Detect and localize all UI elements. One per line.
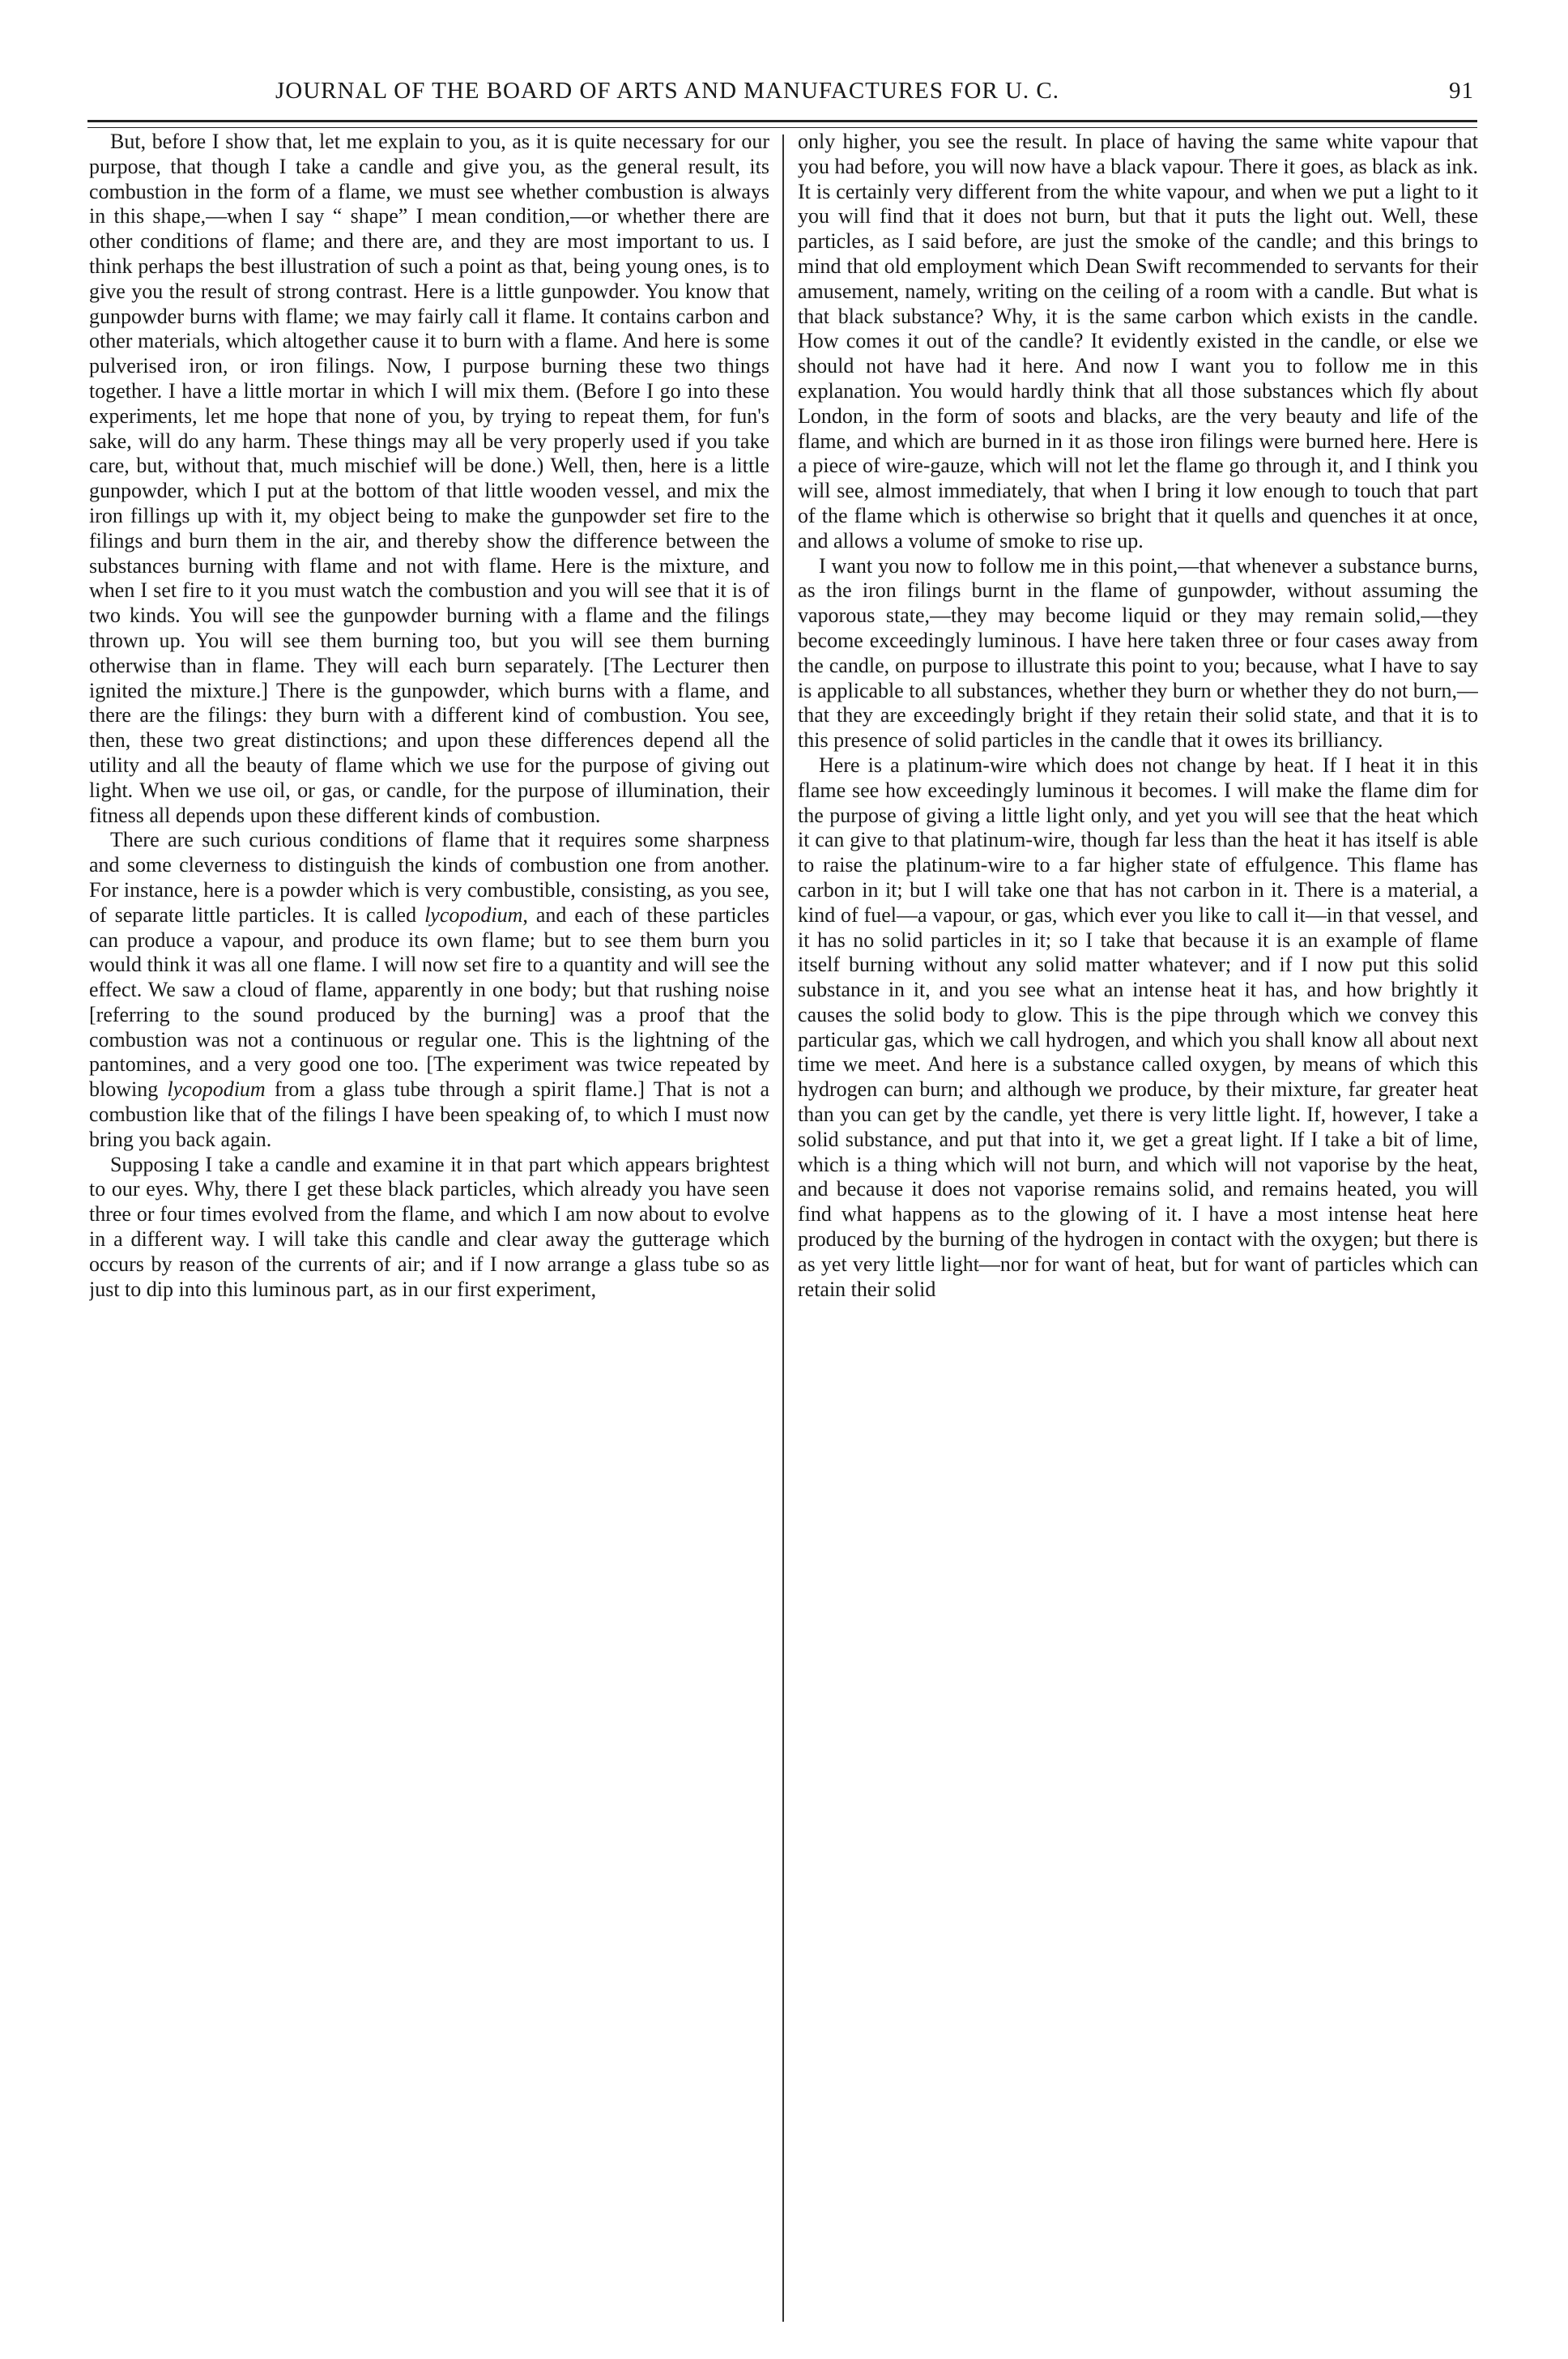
page-number: 91	[1449, 78, 1474, 104]
right-column	[798, 130, 1478, 2333]
header-rule-thin	[87, 127, 1477, 128]
italic-term: lycopodium	[167, 1077, 266, 1102]
header-rule-thick	[87, 120, 1477, 122]
paragraph-solid-particles: I want you now to follow me in this point,—that whenever a substance burns, as the iron filings burnt in the flame of gunpowder, without assuming the vaporous state,—they may become liquid or they may remain solid,—they become exceedingly luminous. I have here taken three or four cases away from the candle, on purpose to illustrate this point to you; because, what I have to say is applicable to all substances, whether they burn or whether they do not burn,—that they are exceedingly bright if they retain their solid state, and that it is to this presence of solid particles in the candle that it owes its brilliancy.	[798, 553, 1478, 753]
paragraph-combustion-conditions: But, before I show that, let me explain to you, as it is quite necessary for our purpose, that though I take a candle and give you, as the general result, its combustion in the form of a flame, we must see whether combustion is always in this shape,—when I say “ shape” I mean condition,—or whether there are other conditions of flame; and there are, and they are most important to us. I think perhaps the best illustration of such a point as that, being young ones, is to give you the result of strong contrast. Here is a little gunpowder. You know that gunpowder burns with flame; we may fairly call it flame. It contains carbon and other materials, which altogether cause it to burn with a flame. And here is some pulverised iron, or iron filings. Now, I purpose burning these two things together. I have a little mortar in which I will mix them. (Before I go into these experiments, let me hope that none of you, by trying to repeat them, for fun's sake, will do any harm. These things may all be very properly used if you take care, but, without that, much mischief will be done.) Well, then, here is a little gunpowder, which I put at the bottom of that little wooden vessel, and mix the iron fillings up with it, my object being to make the gunpowder set fire to the filings and burn them in the air, and thereby show the difference between the substances burning with flame and not with flame. Here is the mixture, and when I set fire to it you must watch the combustion and you will see that it is of two kinds. You will see the gunpowder burning with a flame and the filings thrown up. You will see them burning too, but you will see them burning otherwise than in flame. They will each burn separately. [The Lecturer then ignited the mixture.] There is the gunpowder, which burns with a flame, and there are the filings: they burn with a different kind of combustion. You see, then, these two great distinctions; and upon these differences depend all the utility and all the beauty of flame which we use for the purpose of giving out light. When we use oil, or gas, or candle, for the purpose of illumination, their fitness all depends upon these different kinds of combustion.	[89, 130, 769, 827]
paragraph-platinum-wire: Here is a platinum-wire which does not change by heat. If I heat it in this flame see how exceedingly luminous it becomes. I will make the flame dim for the purpose of giving a little light only, and yet you will see that the heat which it can give to that platinum-wire, though far less than the heat it has itself is able to raise the platinum-wire to a far higher state of effulgence. This flame has carbon in it; but I will take one that has not carbon in it. There is a material, a kind of fuel—a vapour, or gas, which ever you like to call it—in that vessel, and it has no solid particles in it; so I take that because it is an example of flame itself burning without any solid matter whatever; and if I now put this solid substance in it, and you see what an intense heat it has, and how brightly it causes the solid body to glow. This is the pipe through which we convey this particular gas, which we call hydrogen, and which you shall know all about next time we meet. And here is a substance called oxygen, by means of which this hydrogen can burn; and although we produce, by their mixture, far greater heat than you can get by the candle, yet there is very little light. If, however, I take a solid substance, and put that into it, we get a great light. If I take a bit of lime, which is a thing which will not burn, and which will not vaporise by the heat, and because it does not vaporise remains solid, and remains heated, you will find what happens as to the glowing of it. I have a most intense heat here produced by the burning of the hydrogen in contact with the oxygen; but there is as yet very little light—nor for want of heat, but for want of particles which can retain their solid	[798, 753, 1478, 1301]
text-run: There are such curious conditions of flame that it requires some sharpness and some cleverness to distinguish the kinds of combustion one from another. For instance, here is a powder which is very combustible, consisting, as you see, of separate little particles. It is called	[89, 828, 769, 927]
left-column	[89, 130, 769, 2333]
running-header	[138, 78, 1474, 110]
text-run: , and each of these particles can produce a vapour, and produce its own flame; but to see them burn you would think it was all one flame. I will now set fire to a quantity and will see the effect. We saw a cloud of flame, apparently in one body; but that rushing noise [referring to the sound produced by the burning] was a proof that the combustion was not a continuous or regular one. This is the lightning of the pantomines, and a very good one too. [The experiment was twice repeated by blowing	[89, 902, 769, 1102]
journal-title: JOURNAL OF THE BOARD OF ARTS AND MANUFACTURES FOR U. C.	[275, 78, 1059, 104]
paragraph-lycopodium	[89, 828, 769, 1152]
italic-term: lycopodium	[424, 902, 523, 927]
column-divider	[782, 134, 784, 2322]
text-run: from a glass tube through a spirit flame.] That is not a combustion like that of the filings I have been speaking of, to which I must now bring you back again.	[89, 1077, 769, 1151]
paragraph-black-vapour: only higher, you see the result. In place of having the same white vapour that you had before, you will now have a black vapour. There it goes, as black as ink. It is certainly very different from the white vapour, and when we put a light to it you will find that it does not burn, but that it puts the light out. Well, these particles, as I said before, are just the smoke of the candle; and this brings to mind that old employment which Dean Swift recommended to servants for their amusement, namely, writing on the ceiling of a room with a candle. But what is that black substance? Why, it is the same carbon which exists in the candle. How comes it out of the candle? It evidently existed in the candle, or else we should not have had it here. And now I want you to follow me in this explanation. You would hardly think that all those substances which fly about London, in the form of soots and blacks, are the very beauty and life of the flame, and which are burned in it as those iron filings were burned here. Here is a piece of wire-gauze, which will not let the flame go through it, and I think you will see, almost immediately, that when I bring it low enough to touch that part of the flame which is otherwise so bright that it quells and quenches it at once, and allows a volume of smoke to rise up.	[798, 130, 1478, 552]
paragraph-candle-brightest: Supposing I take a candle and examine it in that part which appears brightest to our eyes. Why, there I get these black particles, which already you have seen three or four times evolved from the flame, and which I am now about to evolve in a different way. I will take this candle and clear away the gutterage which occurs by reason of the currents of air; and if I now arrange a glass tube so as just to dip into this luminous part, as in our first experiment,	[89, 1152, 769, 1301]
